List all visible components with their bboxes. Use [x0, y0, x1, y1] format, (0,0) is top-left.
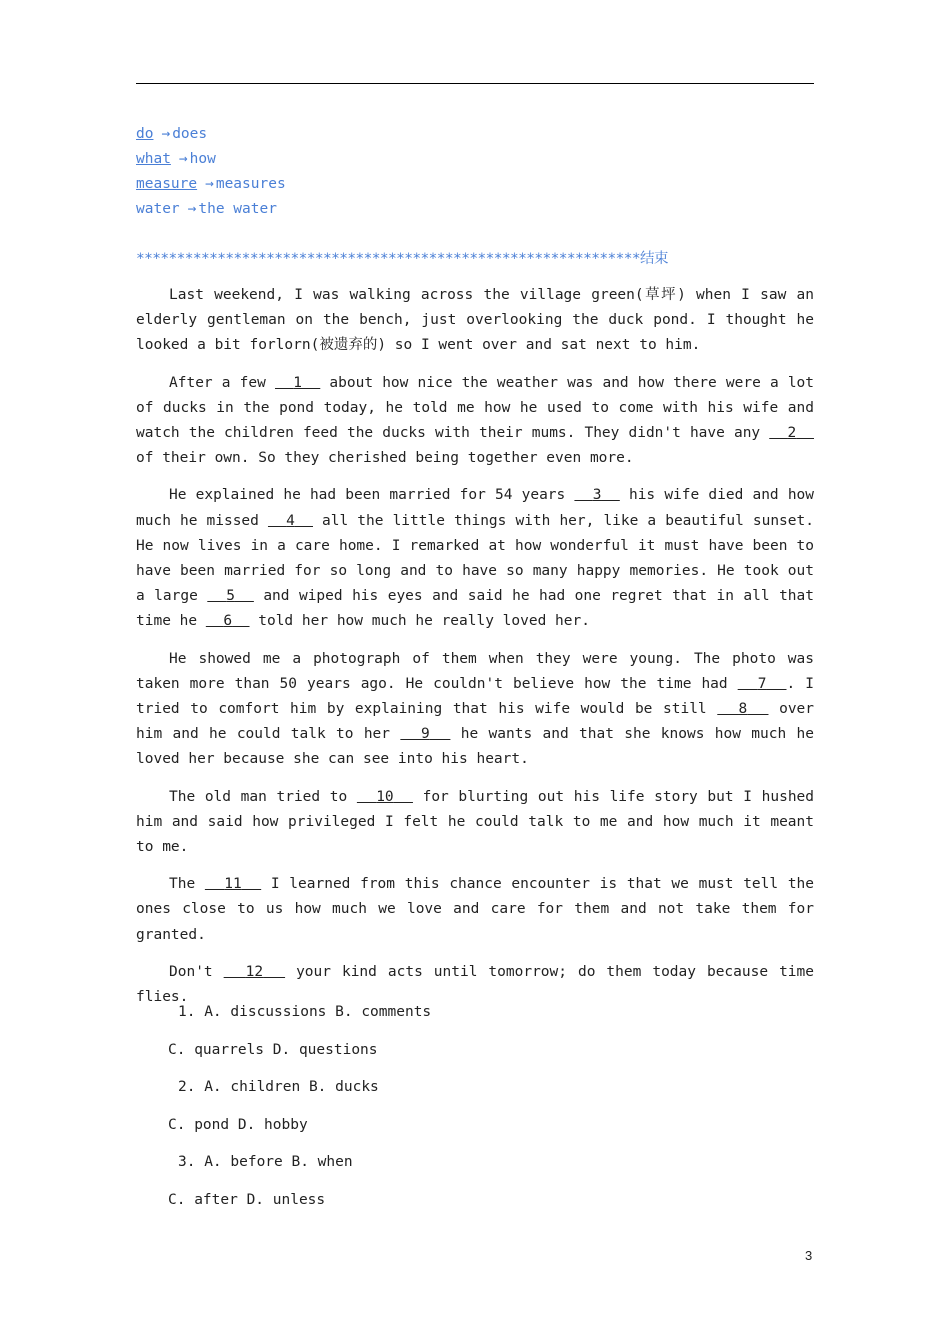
blank-number: 11	[224, 876, 242, 893]
paragraph-1: Last weekend, I was walking across the village green(草坪) when I saw an elderly gentleman on the bench, just overlooking the duck pond. I thought he looked a bit forlorn(被遗弃的) so I went over and sat next to him.	[136, 287, 814, 354]
correction-fixed: the water	[198, 201, 277, 217]
blank-number: 9	[421, 726, 430, 743]
text-run: Don't	[169, 963, 224, 980]
blank-number: 8	[738, 701, 748, 718]
option-line: 1. A. discussions B. comments	[178, 1004, 432, 1020]
correction-item	[136, 122, 286, 147]
text-run: all the little things with her, like a beautiful sunset. He now lives in a care home. I remarked at how wonderful it must have been to have been married for so long and to have so many happy memories. He took out a large	[136, 512, 814, 605]
text-run: He explained he had been married for 54 years	[169, 487, 575, 504]
text-run: over him and he could talk to her	[136, 701, 815, 743]
correction-item	[136, 197, 286, 222]
header-rule	[136, 83, 814, 84]
section-end-marker: **************************************************************结束	[136, 251, 668, 267]
blank-number: 2	[787, 425, 797, 442]
option-line: C. quarrels D. questions	[168, 1041, 378, 1058]
blank-11	[205, 876, 261, 892]
correction-original: do	[136, 126, 154, 142]
blank-number: 5	[226, 588, 235, 605]
text-run: After a few	[169, 374, 275, 391]
correction-fixed: does	[172, 126, 208, 142]
blank-9	[400, 726, 450, 742]
text-run: . I tried to comfort him by explaining that his wife would be still	[136, 675, 814, 718]
correction-fixed: how	[189, 151, 216, 167]
text-run: told her how much he really loved her.	[249, 613, 590, 630]
correction-item	[136, 147, 286, 172]
paragraph-2	[136, 371, 814, 472]
correction-original: what	[136, 151, 171, 167]
text-run: He showed me a photograph of them when they were young. The photo was taken more than 50 years ago. He couldn't believe how the time had	[136, 650, 814, 692]
arrow-icon: →	[205, 176, 214, 192]
blank-number: 4	[286, 512, 295, 529]
blank-12	[224, 964, 285, 980]
correction-item	[136, 172, 286, 197]
text-run: The old man tried to	[169, 788, 357, 805]
answer-options	[168, 1000, 431, 1226]
text-run: he wants and that she knows how much he loved her because she can see into his heart.	[136, 726, 814, 768]
cloze-passage	[136, 283, 814, 1022]
option-line: 3. A. before B. when	[178, 1154, 353, 1171]
correction-original: measure	[136, 176, 198, 192]
text-run: about how nice the weather was and how there were a lot of ducks in the pond today, he told me how he used to come with his wife and watch the children feed the ducks with their mums. They didn't have any	[136, 374, 815, 442]
correction-original: water	[136, 201, 180, 217]
text-run: his wife died and how much he missed	[136, 487, 815, 529]
text-run: The	[169, 876, 205, 893]
blank-5	[207, 588, 254, 604]
blank-number: 3	[592, 487, 602, 504]
blank-1	[275, 375, 320, 391]
arrow-icon: →	[178, 151, 188, 167]
blank-3	[574, 487, 619, 503]
blank-2	[769, 425, 814, 441]
paragraph-4	[136, 647, 814, 773]
text-run: your kind acts until tomorrow; do them today because time flies.	[136, 963, 814, 1006]
blank-8	[717, 701, 768, 717]
blank-4	[268, 513, 313, 529]
page-number: 3	[805, 1248, 813, 1263]
blank-10	[357, 789, 413, 805]
blank-7	[738, 676, 787, 692]
arrow-icon: →	[161, 126, 171, 142]
corrections-list	[136, 122, 286, 222]
blank-number: 7	[757, 675, 767, 692]
paragraph-6	[136, 872, 814, 948]
blank-number: 10	[376, 788, 394, 805]
paragraph-3	[136, 483, 814, 634]
text-run: of their own. So they cherished being together even more.	[136, 450, 634, 467]
blank-6	[206, 613, 250, 629]
text-run: I learned from this chance encounter is that we must tell the ones close to us how much we love and care for them and not take them for granted.	[136, 876, 815, 943]
blank-number: 1	[293, 374, 302, 391]
text-run: and wiped his eyes and said he had one regret that in all that time he	[136, 588, 814, 630]
option-line: C. after D. unless	[168, 1191, 326, 1208]
text-run: for blurting out his life story but I hushed him and said how privileged I felt he could talk to me and how much it meant to me.	[136, 788, 815, 856]
correction-fixed: measures	[215, 176, 286, 192]
option-line: C. pond D. hobby	[168, 1116, 308, 1133]
blank-number: 12	[245, 963, 264, 980]
option-line: 2. A. children B. ducks	[178, 1079, 379, 1096]
arrow-icon: →	[187, 201, 197, 217]
blank-number: 6	[223, 613, 233, 630]
paragraph-5	[136, 785, 814, 861]
